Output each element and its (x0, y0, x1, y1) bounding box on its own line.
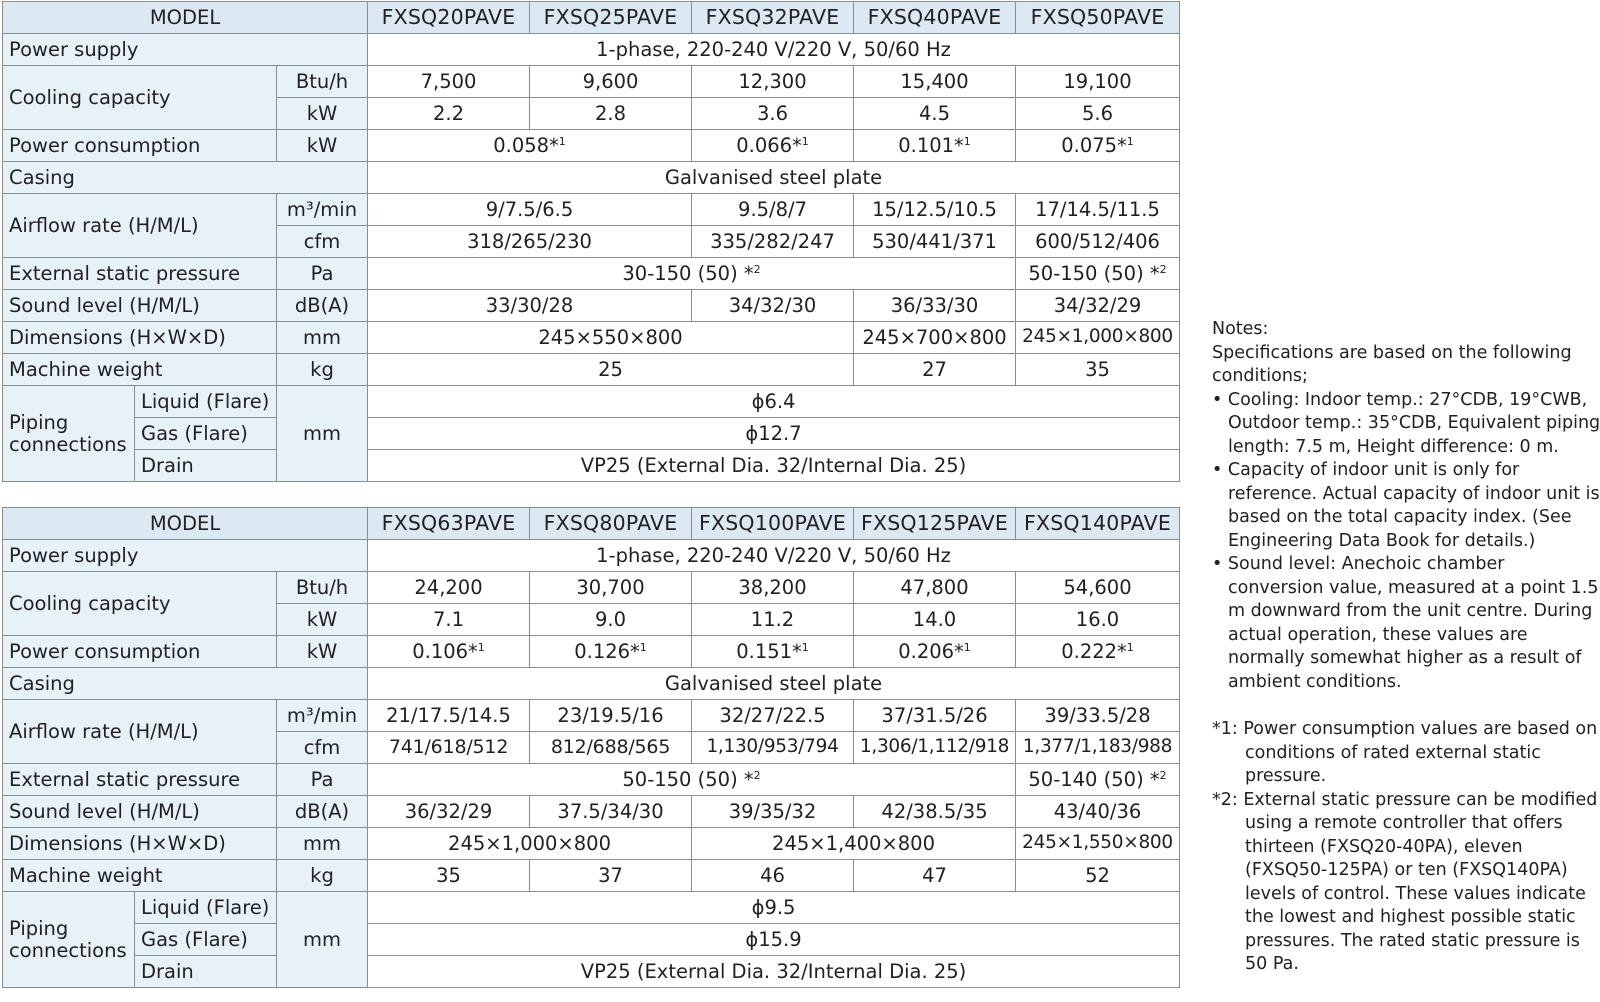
sound-value: 34/32/30 (692, 290, 854, 322)
row-label: Machine weight (3, 354, 277, 386)
weight-row (3, 860, 1180, 892)
unit-label: m³/min (277, 700, 368, 732)
row-label: Cooling capacity (3, 572, 277, 636)
piping-gas-row (3, 418, 1180, 450)
unit-label: Pa (277, 258, 368, 290)
drain-value: VP25 (External Dia. 32/Internal Dia. 25) (368, 450, 1180, 482)
cooling-btu-value: 19,100 (1016, 66, 1180, 98)
weight-value: 25 (368, 354, 854, 386)
unit-label: kW (277, 604, 368, 636)
model-header: MODEL (3, 2, 368, 34)
row-label: External static pressure (3, 764, 277, 796)
model-name: FXSQ40PAVE (854, 2, 1016, 34)
sound-value: 34/32/29 (1016, 290, 1180, 322)
sub-label: Gas (Flare) (135, 924, 277, 956)
sound-value: 43/40/36 (1016, 796, 1180, 828)
cooling-kw-value: 14.0 (854, 604, 1016, 636)
unit-label: kW (277, 130, 368, 162)
unit-label: kg (277, 354, 368, 386)
unit-label: Btu/h (277, 572, 368, 604)
airflow-cfm-value: 812/688/565 (530, 732, 692, 764)
row-label: Casing (3, 162, 368, 194)
piping-gas-row (3, 924, 1180, 956)
airflow-cfm-value: 1,377/1,183/988 (1016, 732, 1180, 764)
unit-label: cfm (277, 226, 368, 258)
cooling-btu-value: 47,800 (854, 572, 1016, 604)
unit-label: dB(A) (277, 290, 368, 322)
sub-label: Drain (135, 450, 277, 482)
cooling-btu-row (3, 66, 1180, 98)
gas-value: ϕ15.9 (368, 924, 1180, 956)
piping-drain-row (3, 450, 1180, 482)
row-label: Sound level (H/M/L) (3, 290, 277, 322)
weight-value: 35 (1016, 354, 1180, 386)
cooling-btu-value: 7,500 (368, 66, 530, 98)
cooling-btu-value: 30,700 (530, 572, 692, 604)
esp-row (3, 258, 1180, 290)
weight-value: 47 (854, 860, 1016, 892)
piping-drain-row (3, 956, 1180, 988)
model-name: FXSQ32PAVE (692, 2, 854, 34)
model-name: FXSQ125PAVE (854, 508, 1016, 540)
cooling-btu-value: 24,200 (368, 572, 530, 604)
cooling-btu-value: 9,600 (530, 66, 692, 98)
weight-value: 46 (692, 860, 854, 892)
unit-label: mm (277, 386, 368, 482)
airflow-m3-row (3, 700, 1180, 732)
row-label: Dimensions (H×W×D) (3, 828, 277, 860)
cooling-kw-value: 2.8 (530, 98, 692, 130)
notes-title: Notes: (1212, 319, 1269, 339)
liquid-value: ϕ6.4 (368, 386, 1180, 418)
row-label: Casing (3, 668, 368, 700)
airflow-m3-value: 39/33.5/28 (1016, 700, 1180, 732)
model-name: FXSQ140PAVE (1016, 508, 1180, 540)
airflow-m3-value: 37/31.5/26 (854, 700, 1016, 732)
footnote: *2: External static pressure can be modified using a remote controller that offers thirteen (FXSQ20-40PA), eleven (FXSQ50-125PA) or ten (FXSQ140PA) levels of control. These values indicate the lowest and highest possible static pressures. The rated static pressure is 50 Pa. (1212, 789, 1598, 974)
power-value: 0.075*$^1$ (1016, 130, 1180, 162)
airflow-cfm-value: 335/282/247 (692, 226, 854, 258)
airflow-m3-value: 17/14.5/11.5 (1016, 194, 1180, 226)
casing-row (3, 668, 1180, 700)
sound-value: 36/33/30 (854, 290, 1016, 322)
esp-row (3, 764, 1180, 796)
model-name: FXSQ25PAVE (530, 2, 692, 34)
row-label: Sound level (H/M/L) (3, 796, 277, 828)
dimensions-value: 245×1,550×800 (1016, 828, 1180, 860)
dimensions-row (3, 828, 1180, 860)
sound-value: 37.5/34/30 (530, 796, 692, 828)
cooling-kw-value: 11.2 (692, 604, 854, 636)
power-consumption-row (3, 130, 1180, 162)
model-row (3, 508, 1180, 540)
gas-value: ϕ12.7 (368, 418, 1180, 450)
weight-row (3, 354, 1180, 386)
notes-intro: Specifications are based on the following conditions; (1212, 342, 1572, 386)
weight-value: 37 (530, 860, 692, 892)
cooling-kw-value: 3.6 (692, 98, 854, 130)
power-supply-row (3, 34, 1180, 66)
airflow-cfm-value: 1,306/1,112/918 (854, 732, 1016, 764)
power-value: 0.206*$^1$ (854, 636, 1016, 668)
unit-label: m³/min (277, 194, 368, 226)
dimensions-value: 245×1,400×800 (692, 828, 1016, 860)
model-name: FXSQ63PAVE (368, 508, 530, 540)
weight-value: 27 (854, 354, 1016, 386)
row-label: Piping connections (3, 892, 135, 988)
drain-value: VP25 (External Dia. 32/Internal Dia. 25) (368, 956, 1180, 988)
cooling-btu-value: 15,400 (854, 66, 1016, 98)
sound-value: 36/32/29 (368, 796, 530, 828)
power-consumption-row (3, 636, 1180, 668)
sub-label: Gas (Flare) (135, 418, 277, 450)
spacer (1212, 694, 1600, 718)
liquid-value: ϕ9.5 (368, 892, 1180, 924)
dimensions-value: 245×550×800 (368, 322, 854, 354)
casing-row (3, 162, 1180, 194)
airflow-m3-value: 9.5/8/7 (692, 194, 854, 226)
piping-liquid-row (3, 892, 1180, 924)
power-value: 0.106*$^1$ (368, 636, 530, 668)
piping-liquid-row (3, 386, 1180, 418)
airflow-cfm-value: 530/441/371 (854, 226, 1016, 258)
model-row (3, 2, 1180, 34)
airflow-m3-row (3, 194, 1180, 226)
unit-label: mm (277, 828, 368, 860)
dimensions-value: 245×1,000×800 (1016, 322, 1180, 354)
unit-label: kW (277, 98, 368, 130)
weight-value: 35 (368, 860, 530, 892)
esp-value: 50-150 (50) *$^2$ (368, 764, 1016, 796)
cooling-kw-value: 16.0 (1016, 604, 1180, 636)
sub-label: Liquid (Flare) (135, 386, 277, 418)
note-item: • Cooling: Indoor temp.: 27°CDB, 19°CWB, Outdoor temp.: 35°CDB, Equivalent piping length: 7.5 m, Height difference: 0 m. (1212, 389, 1600, 457)
row-label: External static pressure (3, 258, 277, 290)
esp-value: 50-150 (50) *$^2$ (1016, 258, 1180, 290)
row-label: Power supply (3, 34, 368, 66)
unit-label: cfm (277, 732, 368, 764)
cooling-kw-value: 5.6 (1016, 98, 1180, 130)
weight-value: 52 (1016, 860, 1180, 892)
power-value: 0.126*$^1$ (530, 636, 692, 668)
airflow-cfm-value: 1,130/953/794 (692, 732, 854, 764)
unit-label: Btu/h (277, 66, 368, 98)
unit-label: mm (277, 322, 368, 354)
unit-label: Pa (277, 764, 368, 796)
cooling-kw-value: 4.5 (854, 98, 1016, 130)
sub-label: Drain (135, 956, 277, 988)
cooling-kw-value: 9.0 (530, 604, 692, 636)
airflow-cfm-value: 600/512/406 (1016, 226, 1180, 258)
note-item: • Capacity of indoor unit is only for reference. Actual capacity of indoor unit is based on the total capacity index. (See Engineering Data Book for details.) (1212, 460, 1600, 551)
model-name: FXSQ100PAVE (692, 508, 854, 540)
power-supply-row (3, 540, 1180, 572)
notes-panel (1212, 318, 1600, 977)
unit-label: mm (277, 892, 368, 988)
cooling-kw-value: 7.1 (368, 604, 530, 636)
model-name: FXSQ50PAVE (1016, 2, 1180, 34)
row-label: Machine weight (3, 860, 277, 892)
sound-row (3, 796, 1180, 828)
power-value: 0.066*$^1$ (692, 130, 854, 162)
airflow-cfm-value: 318/265/230 (368, 226, 692, 258)
model-name: FXSQ80PAVE (530, 508, 692, 540)
airflow-m3-value: 32/27/22.5 (692, 700, 854, 732)
airflow-m3-value: 9/7.5/6.5 (368, 194, 692, 226)
airflow-m3-value: 23/19.5/16 (530, 700, 692, 732)
unit-label: dB(A) (277, 796, 368, 828)
row-label: Power consumption (3, 636, 277, 668)
model-name: FXSQ20PAVE (368, 2, 530, 34)
row-label: Airflow rate (H/M/L) (3, 194, 277, 258)
spec-table-2 (2, 507, 1180, 988)
cooling-btu-value: 38,200 (692, 572, 854, 604)
row-label: Airflow rate (H/M/L) (3, 700, 277, 764)
sound-value: 42/38.5/35 (854, 796, 1016, 828)
airflow-m3-value: 21/17.5/14.5 (368, 700, 530, 732)
power-value: 0.151*$^1$ (692, 636, 854, 668)
airflow-m3-value: 15/12.5/10.5 (854, 194, 1016, 226)
power-supply-value: 1-phase, 220-240 V/220 V, 50/60 Hz (368, 34, 1180, 66)
power-value: 0.222*$^1$ (1016, 636, 1180, 668)
row-label: Piping connections (3, 386, 135, 482)
spec-table-1 (2, 1, 1180, 482)
note-item: • Sound level: Anechoic chamber conversion value, measured at a point 1.5 m downward from the unit centre. During actual operation, these values are normally somewhat higher as a result of ambient conditions. (1212, 554, 1599, 692)
row-label: Power consumption (3, 130, 277, 162)
cooling-btu-value: 54,600 (1016, 572, 1180, 604)
cooling-btu-row (3, 572, 1180, 604)
dimensions-value: 245×700×800 (854, 322, 1016, 354)
sub-label: Liquid (Flare) (135, 892, 277, 924)
sound-row (3, 290, 1180, 322)
dimensions-value: 245×1,000×800 (368, 828, 692, 860)
power-value: 0.101*$^1$ (854, 130, 1016, 162)
casing-value: Galvanised steel plate (368, 162, 1180, 194)
power-value: 0.058*$^1$ (368, 130, 692, 162)
footnote: *1: Power consumption values are based on conditions of rated external static pressure. (1212, 719, 1598, 786)
model-header: MODEL (3, 508, 368, 540)
sound-value: 39/35/32 (692, 796, 854, 828)
cooling-btu-value: 12,300 (692, 66, 854, 98)
cooling-kw-value: 2.2 (368, 98, 530, 130)
casing-value: Galvanised steel plate (368, 668, 1180, 700)
airflow-cfm-value: 741/618/512 (368, 732, 530, 764)
row-label: Dimensions (H×W×D) (3, 322, 277, 354)
dimensions-row (3, 322, 1180, 354)
row-label: Cooling capacity (3, 66, 277, 130)
esp-value: 30-150 (50) *$^2$ (368, 258, 1016, 290)
sound-value: 33/30/28 (368, 290, 692, 322)
unit-label: kW (277, 636, 368, 668)
unit-label: kg (277, 860, 368, 892)
power-supply-value: 1-phase, 220-240 V/220 V, 50/60 Hz (368, 540, 1180, 572)
row-label: Power supply (3, 540, 368, 572)
esp-value: 50-140 (50) *$^2$ (1016, 764, 1180, 796)
